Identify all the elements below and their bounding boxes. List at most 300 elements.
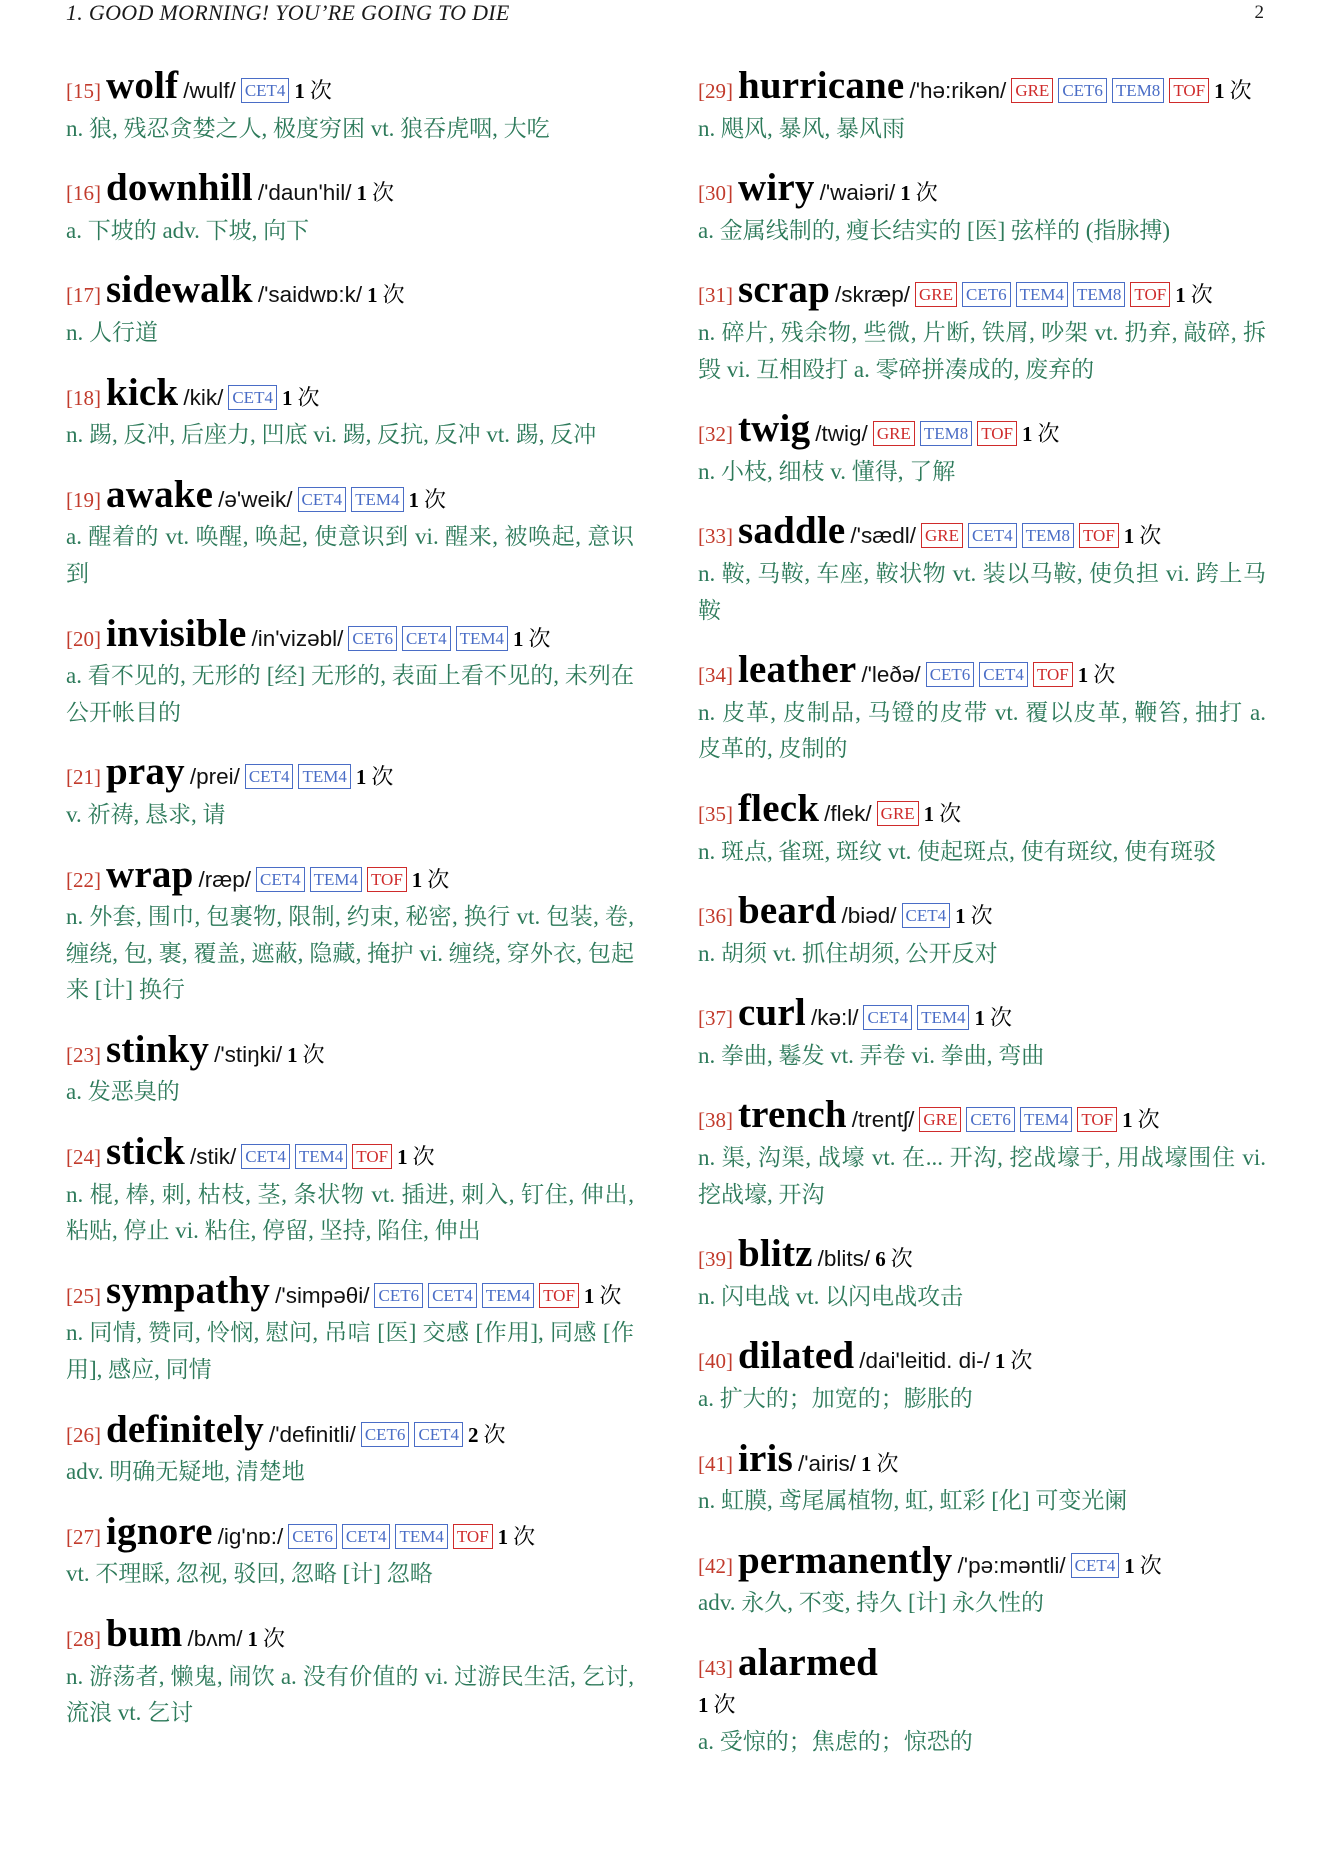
count-unit: 次 (876, 1450, 899, 1476)
count-number: 1 (1122, 1108, 1133, 1133)
entry-headline (698, 648, 1266, 695)
entry-headline (66, 611, 634, 659)
occurrence-count (512, 625, 551, 651)
headword: awake (106, 472, 214, 516)
word-entry (66, 1027, 634, 1111)
entry-number: [29] (698, 79, 733, 103)
entry-number: [32] (698, 422, 733, 447)
occurrence-count (1077, 662, 1116, 688)
left-column (66, 64, 634, 1761)
occurrence-count (294, 78, 332, 103)
exam-level-tag: CET6 (288, 1524, 337, 1549)
exam-level-tag: CET4 (979, 662, 1028, 687)
count-number: 1 (994, 1349, 1006, 1374)
count-number: 1 (1214, 79, 1225, 103)
count-unit: 次 (262, 1626, 285, 1651)
word-entry (698, 1538, 1266, 1622)
phonetic-transcription: /'simpəθi/ (275, 1282, 370, 1308)
count-number: 1 (1123, 524, 1135, 549)
occurrence-count (861, 1450, 899, 1476)
occurrence-count (1123, 523, 1162, 549)
count-number: 2 (468, 1422, 479, 1447)
word-entry (66, 1407, 634, 1491)
count-unit: 次 (713, 1691, 736, 1717)
exam-level-tag: CET4 (863, 1005, 912, 1030)
phonetic-transcription: /'saidwɒ:k/ (257, 282, 363, 308)
word-entry (698, 1334, 1266, 1417)
definition: n. 拳曲, 鬈发 vt. 弄卷 vi. 拳曲, 弯曲 (698, 1042, 1045, 1068)
entry-number: [39] (698, 1247, 733, 1272)
definition: n. 渠, 沟渠, 战壕 vt. 在... 开沟, 挖战壕于, 用战壕围住 vi. 挖战壕, 开沟 (698, 1145, 1266, 1207)
entry-number: [40] (698, 1349, 733, 1374)
running-header: 1. GOOD MORNING! YOU’RE GOING TO DIE (66, 0, 510, 25)
count-unit: 次 (1037, 421, 1060, 447)
exam-level-tag: TEM4 (1016, 282, 1068, 307)
exam-level-tag: GRE (873, 421, 915, 446)
word-entry (698, 166, 1266, 249)
headword: definitely (106, 1407, 264, 1451)
entry-number: [22] (66, 867, 101, 892)
count-number: 1 (955, 904, 966, 929)
entry-number: [30] (698, 181, 733, 206)
count-number: 1 (408, 487, 419, 512)
phonetic-transcription: /skræp/ (835, 282, 911, 308)
headword: sidewalk (106, 268, 253, 312)
definition: n. 棍, 棒, 刺, 枯枝, 茎, 条状物 vt. 插进, 刺入, 钉住, 伸出, 粘贴, 停止 vi. 粘住, 停留, 坚持, 陷住, 伸出 (66, 1181, 634, 1244)
entry-headline (698, 1538, 1266, 1586)
entry-headline (698, 1436, 1266, 1484)
phonetic-transcription: /kə:l/ (810, 1005, 859, 1031)
entry-headline (698, 509, 1266, 556)
count-number: 1 (287, 1042, 298, 1067)
count-number: 1 (367, 283, 378, 308)
exam-level-tag: CET4 (402, 626, 451, 651)
word-entry (698, 509, 1266, 629)
definition: n. 碎片, 残余物, 些微, 片断, 铁屑, 吵架 vt. 扔弃, 敲碎, 拆毁 vi. 互相殴打 a. 零碎拼凑成的, 废弃的 (698, 319, 1266, 382)
right-column (698, 64, 1266, 1790)
count-unit: 次 (371, 764, 394, 790)
headword: stick (106, 1130, 185, 1174)
entry-number: [16] (66, 181, 101, 206)
occurrence-count (281, 384, 320, 410)
entry-headline (66, 1268, 634, 1316)
count-unit: 次 (302, 1041, 325, 1067)
phonetic-transcription: /trentʃ/ (851, 1107, 915, 1133)
word-entry (698, 1232, 1266, 1315)
count-number: 1 (355, 765, 367, 790)
word-entry (66, 611, 634, 732)
word-entry (698, 1436, 1266, 1520)
entry-headline (698, 407, 1266, 454)
definition: v. 祈祷, 恳求, 请 (66, 801, 226, 827)
definition: adv. 明确无疑地, 清楚地 (66, 1459, 305, 1485)
occurrence-count (583, 1282, 622, 1308)
exam-level-tag: CET6 (966, 1107, 1015, 1132)
entry-number: [37] (698, 1006, 733, 1031)
word-entry (66, 268, 634, 351)
entry-headline (698, 786, 1266, 834)
phonetic-transcription: /stik/ (190, 1144, 237, 1170)
count-number: 1 (1077, 663, 1089, 688)
definition: vt. 不理睬, 忽视, 驳回, 忽略 [计] 忽略 (66, 1561, 433, 1587)
count-number: 1 (900, 181, 911, 206)
exam-level-tag: TEM8 (1073, 282, 1125, 307)
exam-level-tag: TEM4 (351, 487, 403, 512)
exam-level-tag: CET4 (902, 903, 951, 928)
entry-headline (698, 64, 1266, 111)
count-unit: 次 (1137, 1107, 1160, 1133)
definition: n. 皮革, 皮制品, 马镫的皮带 vt. 覆以皮革, 鞭笞, 抽打 a. 皮革的, 皮制的 (698, 699, 1266, 762)
entry-number: [24] (66, 1145, 101, 1170)
entry-headline (698, 991, 1266, 1038)
word-entry (66, 64, 634, 147)
exam-level-tag: TOF (367, 867, 407, 892)
count-number: 1 (698, 1692, 709, 1717)
definition: a. 受惊的；焦虑的；惊恐的 (698, 1729, 973, 1755)
exam-level-tag: CET4 (241, 1144, 290, 1169)
definition: n. 虹膜, 鸢尾属植物, 虹, 虹彩 [化] 可变光阑 (698, 1488, 1128, 1514)
definition: n. 踢, 反冲, 后座力, 凹底 vi. 踢, 反抗, 反冲 vt. 踢, 反冲 (66, 422, 597, 448)
entry-number: [21] (66, 765, 101, 790)
phonetic-transcription: /bʌm/ (187, 1626, 243, 1651)
definition: n. 同情, 赞同, 怜悯, 慰问, 吊唁 [医] 交感 [作用], 同感 [作用], 感应, 同情 (66, 1320, 634, 1383)
exam-level-tag: CET4 (298, 487, 347, 512)
occurrence-count (411, 866, 450, 892)
phonetic-transcription: /twig/ (815, 421, 868, 447)
definition: n. 游荡者, 懒鬼, 闹饮 a. 没有价值的 vi. 过游民生活, 乞讨, 流浪 vt. 乞讨 (66, 1663, 634, 1726)
count-unit: 次 (599, 1282, 622, 1308)
definition: n. 飓风, 暴风, 暴风雨 (698, 115, 905, 141)
exam-level-tag: GRE (1011, 78, 1053, 103)
phonetic-transcription: /'sædl/ (850, 523, 916, 549)
count-unit: 次 (424, 486, 447, 512)
headword: wolf (106, 64, 179, 107)
exam-level-tag: TOF (1130, 282, 1170, 307)
count-number: 1 (583, 1283, 595, 1308)
entry-headline (66, 852, 634, 900)
phonetic-transcription: /ig'nɒ:/ (217, 1523, 284, 1549)
headword: hurricane (738, 64, 905, 107)
entry-number: [26] (66, 1422, 101, 1447)
definition: n. 狼, 残忍贪婪之人, 极度穷困 vt. 狼吞虎咽, 大吃 (66, 115, 550, 141)
headword: blitz (738, 1232, 813, 1276)
entry-headline (66, 1130, 634, 1177)
word-entry (66, 1130, 634, 1250)
occurrence-count (923, 800, 962, 826)
phonetic-transcription: /kik/ (183, 384, 224, 410)
exam-level-tag: CET4 (228, 385, 277, 410)
entry-number: [43] (698, 1656, 733, 1680)
word-entry (66, 852, 634, 1009)
entry-headline (66, 370, 634, 418)
exam-level-tag: CET4 (428, 1283, 477, 1308)
headword: wiry (738, 166, 815, 210)
definition: adv. 永久, 不变, 持久 [计] 永久性的 (698, 1590, 1045, 1616)
count-number: 1 (397, 1145, 408, 1170)
definition: n. 闪电战 vt. 以闪电战攻击 (698, 1283, 964, 1309)
occurrence-count (1214, 78, 1252, 103)
exam-level-tag: TEM4 (917, 1005, 969, 1030)
word-entry (698, 1641, 1266, 1761)
occurrence-count (1122, 1107, 1160, 1133)
definition: a. 金属线制的, 瘦长结实的 [医] 弦样的 (指脉搏) (698, 217, 1171, 243)
headword: leather (738, 648, 857, 692)
word-entry (66, 750, 634, 833)
entry-number: [19] (66, 487, 101, 512)
definition: a. 醒着的 vt. 唤醒, 唤起, 使意识到 vi. 醒来, 被唤起, 意识到 (66, 524, 634, 586)
count-unit: 次 (382, 282, 405, 308)
headword: fleck (738, 786, 820, 830)
phonetic-transcription: /'hə:rikən/ (909, 78, 1007, 103)
phonetic-transcription: /ræp/ (198, 866, 251, 892)
occurrence-count (247, 1626, 285, 1651)
occurrence-count (468, 1421, 506, 1447)
word-entry (698, 64, 1266, 147)
count-unit: 次 (412, 1144, 435, 1170)
phonetic-transcription: /blits/ (817, 1246, 871, 1272)
count-number: 1 (923, 801, 935, 826)
phonetic-transcription: /in'vizəbl/ (251, 625, 344, 651)
headword: ignore (106, 1509, 213, 1553)
definition: n. 鞍, 马鞍, 车座, 鞍状物 vt. 装以马鞍, 使负担 vi. 跨上马鞍 (698, 560, 1266, 623)
definition: a. 看不见的, 无形的 [经] 无形的, 表面上看不见的, 未列在公开帐目的 (66, 663, 634, 725)
entry-headline (698, 1232, 1266, 1279)
entry-headline (698, 1641, 1266, 1724)
entry-number: [35] (698, 801, 733, 826)
exam-level-tag: GRE (921, 523, 963, 548)
count-unit: 次 (1093, 662, 1116, 688)
count-number: 1 (1022, 422, 1033, 447)
occurrence-count (994, 1348, 1033, 1374)
exam-level-tag: CET4 (1071, 1553, 1120, 1578)
headword: twig (738, 407, 811, 451)
word-entry (66, 166, 634, 249)
phonetic-transcription: /prei/ (189, 764, 240, 790)
headword: iris (738, 1436, 793, 1480)
phonetic-transcription: /biəd/ (841, 903, 897, 929)
count-number: 1 (247, 1627, 258, 1651)
word-entry (698, 268, 1266, 388)
exam-level-tag: TEM4 (310, 867, 362, 892)
exam-level-tag: TEM4 (1020, 1107, 1072, 1132)
headword: scrap (738, 268, 830, 312)
page-number: 2 (1254, 2, 1264, 23)
phonetic-transcription: /ə'weik/ (218, 486, 293, 512)
entry-number: [15] (66, 79, 101, 103)
headword: downhill (106, 166, 253, 210)
count-unit: 次 (939, 800, 962, 826)
entry-number: [18] (66, 385, 101, 410)
phonetic-transcription: /flek/ (824, 800, 872, 826)
occurrence-count (408, 486, 447, 512)
count-number: 6 (875, 1247, 886, 1272)
count-unit: 次 (372, 180, 395, 206)
count-unit: 次 (1190, 282, 1213, 308)
exam-level-tag: TEM8 (920, 421, 972, 446)
occurrence-count (356, 180, 395, 206)
word-entry (698, 991, 1266, 1074)
definition: n. 外套, 围巾, 包裹物, 限制, 约束, 秘密, 换行 vt. 包装, 卷, 缠绕, 包, 裹, 覆盖, 遮蔽, 隐藏, 掩护 vi. 缠绕, 穿外衣, 包起来 [计] 换行 (66, 904, 634, 1003)
occurrence-count (497, 1523, 536, 1549)
exam-level-tag: CET4 (256, 867, 305, 892)
word-entry (66, 1612, 634, 1732)
exam-level-tag: CET4 (968, 523, 1017, 548)
headword: pray (106, 750, 185, 794)
count-number: 1 (861, 1451, 872, 1476)
count-number: 1 (294, 79, 305, 103)
headword: beard (738, 889, 837, 933)
exam-level-tag: TOF (1079, 523, 1119, 548)
exam-level-tag: CET6 (926, 662, 975, 687)
entry-number: [31] (698, 283, 733, 308)
headword: trench (738, 1093, 847, 1137)
entry-number: [38] (698, 1108, 733, 1133)
entry-number: [27] (66, 1524, 101, 1549)
count-unit: 次 (1139, 1552, 1162, 1578)
headword: bum (106, 1612, 183, 1655)
word-entry (66, 472, 634, 593)
exam-level-tag: TOF (453, 1524, 493, 1549)
entry-headline (66, 1509, 634, 1557)
exam-level-tag: TEM4 (298, 764, 350, 789)
phonetic-transcription: /wulf/ (183, 78, 236, 103)
occurrence-count (1124, 1552, 1162, 1578)
occurrence-count (367, 282, 405, 308)
exam-level-tag: CET4 (241, 78, 290, 103)
exam-level-tag: TEM4 (395, 1524, 447, 1549)
entry-number: [23] (66, 1042, 101, 1067)
count-unit: 次 (427, 866, 450, 892)
count-number: 1 (1124, 1553, 1135, 1578)
exam-level-tag: TOF (539, 1283, 579, 1308)
count-unit: 次 (970, 903, 993, 929)
exam-level-tag: CET4 (245, 764, 294, 789)
exam-level-tag: TOF (1077, 1107, 1117, 1132)
count-unit: 次 (483, 1421, 506, 1447)
entry-number: [17] (66, 283, 101, 308)
phonetic-transcription: /dai'leitid. di-/ (859, 1348, 990, 1374)
definition: n. 斑点, 雀斑, 斑纹 vt. 使起斑点, 使有斑纹, 使有斑驳 (698, 838, 1217, 864)
count-number: 1 (411, 867, 423, 892)
count-unit: 次 (513, 1523, 536, 1549)
entry-headline (66, 166, 634, 213)
entry-headline (698, 166, 1266, 213)
exam-level-tag: TOF (977, 421, 1017, 446)
phonetic-transcription: /'waiəri/ (819, 180, 896, 206)
entry-headline (66, 750, 634, 797)
phonetic-transcription: /'pə:məntli/ (957, 1552, 1066, 1578)
entry-headline (698, 889, 1266, 936)
headword: kick (106, 370, 179, 414)
word-entry (698, 407, 1266, 490)
entry-number: [34] (698, 663, 733, 688)
count-number: 1 (356, 181, 368, 206)
definition: n. 小枝, 细枝 v. 懂得, 了解 (698, 458, 956, 484)
occurrence-count (1175, 282, 1213, 308)
exam-level-tag: CET6 (348, 626, 397, 651)
word-entry (66, 370, 634, 454)
entry-headline (66, 1407, 634, 1455)
entry-number: [20] (66, 626, 101, 651)
headword: saddle (738, 509, 846, 553)
occurrence-count (287, 1041, 325, 1067)
count-unit: 次 (1010, 1348, 1033, 1374)
headword: permanently (738, 1538, 953, 1582)
phonetic-transcription: /'daun'hil/ (257, 180, 352, 206)
entry-headline (66, 64, 634, 111)
definition: a. 发恶臭的 (66, 1079, 180, 1105)
exam-level-tag: TEM8 (1112, 78, 1164, 103)
occurrence-count (397, 1144, 435, 1170)
entry-number: [41] (698, 1451, 733, 1476)
entry-number: [36] (698, 904, 733, 929)
count-unit: 次 (309, 78, 332, 103)
definition: n. 人行道 (66, 319, 158, 345)
definition: n. 胡须 vt. 抓住胡须, 公开反对 (698, 940, 998, 966)
word-entry (698, 1093, 1266, 1213)
count-unit: 次 (890, 1246, 913, 1272)
entry-headline (698, 1093, 1266, 1140)
headword: invisible (106, 611, 247, 655)
exam-level-tag: CET6 (1058, 78, 1107, 103)
word-entry (66, 1268, 634, 1389)
phonetic-transcription: /'definitli/ (268, 1421, 356, 1447)
word-entry (698, 786, 1266, 870)
entry-number: [28] (66, 1627, 101, 1651)
occurrence-count (900, 180, 938, 206)
entry-headline (698, 1334, 1266, 1381)
exam-level-tag: TOF (1033, 662, 1073, 687)
exam-level-tag: TEM4 (482, 1283, 534, 1308)
headword: curl (738, 991, 806, 1035)
exam-level-tag: CET6 (361, 1422, 410, 1447)
entry-number: [25] (66, 1283, 101, 1308)
entry-number: [33] (698, 524, 733, 549)
occurrence-count (955, 903, 993, 929)
phonetic-transcription: /'leðə/ (861, 662, 921, 688)
phonetic-transcription: /'stiŋki/ (214, 1041, 283, 1067)
word-entry (698, 889, 1266, 972)
count-unit: 次 (915, 180, 938, 206)
count-number: 1 (974, 1006, 985, 1031)
definition: a. 下坡的 adv. 下坡, 向下 (66, 217, 310, 243)
count-unit: 次 (989, 1005, 1012, 1031)
headword: wrap (106, 852, 194, 896)
occurrence-count (875, 1246, 913, 1272)
entry-headline (698, 268, 1266, 315)
count-number: 1 (281, 385, 293, 410)
count-number: 1 (1175, 283, 1186, 308)
entry-headline (66, 1612, 634, 1659)
exam-level-tag: TEM4 (295, 1144, 347, 1169)
exam-level-tag: CET4 (414, 1422, 463, 1447)
headword: dilated (738, 1334, 855, 1378)
entry-headline (66, 268, 634, 315)
occurrence-count (1022, 421, 1060, 447)
exam-level-tag: CET6 (374, 1283, 423, 1308)
definition: a. 扩大的；加宽的；膨胀的 (698, 1386, 973, 1412)
count-number: 1 (512, 626, 524, 651)
occurrence-count (698, 1688, 1266, 1725)
entry-headline (66, 472, 634, 520)
entry-number: [42] (698, 1553, 733, 1578)
exam-level-tag: CET6 (962, 282, 1011, 307)
count-unit: 次 (528, 625, 551, 651)
exam-level-tag: TEM4 (456, 626, 508, 651)
entry-headline (66, 1027, 634, 1075)
exam-level-tag: TOF (1169, 78, 1209, 103)
occurrence-count (974, 1005, 1012, 1031)
